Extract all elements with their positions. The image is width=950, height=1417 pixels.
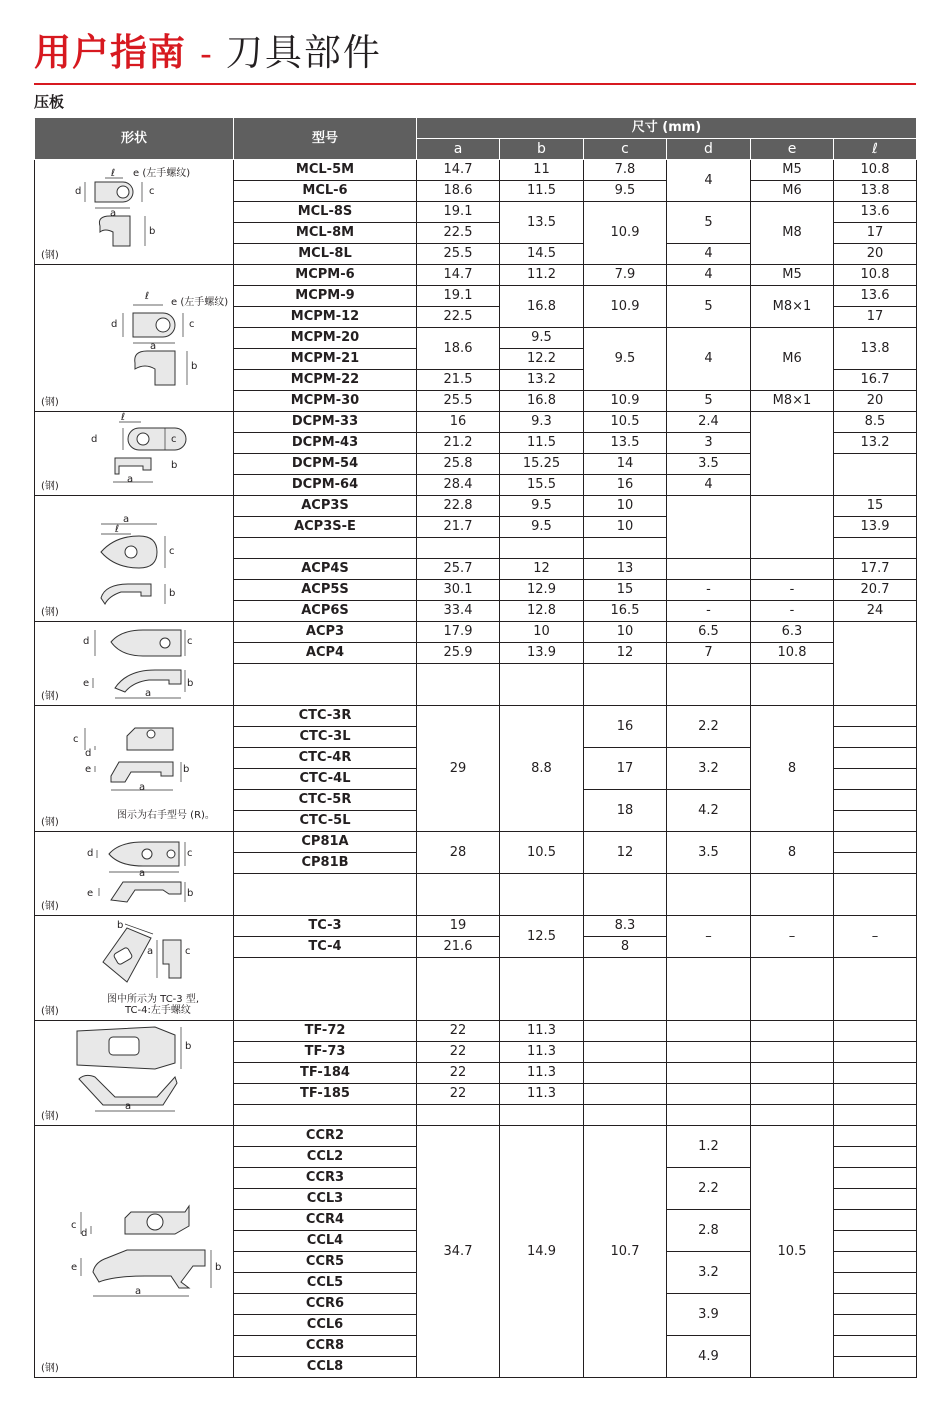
tc-clamp-drawing: b a c 图中所示为 TC-3 型, TC-4:左手螺纹: [35, 916, 234, 1020]
table-row: MCPM-30 25.5 16.8 10.9 5 M8×1 20: [35, 391, 917, 412]
header-d: d: [667, 139, 751, 160]
table-row: CCR6 3.9: [35, 1294, 917, 1315]
table-row: CCR3 2.2: [35, 1168, 917, 1189]
table-row: ACP5S 30.1 12.9 15 - - 20.7: [35, 580, 917, 601]
table-row: DCPM-54 25.8 15.25 14 3.5: [35, 454, 917, 475]
table-row: MCPM-21 12.2: [35, 349, 917, 370]
mcpm-clamp-drawing: ℓ e (左手螺纹) d c a b: [35, 265, 234, 411]
shape-cell-dcpm: [35, 412, 234, 496]
title-separator: -: [200, 34, 212, 73]
table-row: b a (钢) TF-72 22 11.3: [35, 1021, 917, 1042]
ccr-clamp-drawing: c d e b a: [35, 1126, 234, 1378]
table-row: d c a e b (钢) CP81A 28 10.5 12 3.5 8: [35, 832, 917, 853]
table-row: DCPM-64 28.4 15.5 16 4: [35, 475, 917, 496]
ctc-clamp-drawing: c d e b a 图示为右手型号 (R)。: [35, 706, 234, 831]
shape-cell-mcl: [35, 160, 234, 265]
table-row: TF-185 22 11.3: [35, 1084, 917, 1105]
material-steel: (钢): [41, 1006, 59, 1017]
table-row: CP81B: [35, 853, 917, 874]
table-row: ACP4S 25.7 12 13 17.7: [35, 559, 917, 580]
shape-cell-tc: [35, 916, 234, 1021]
shape-cell-tf: [35, 1021, 234, 1126]
material-steel: (钢): [41, 1111, 59, 1122]
table-row: CCL2: [35, 1147, 917, 1168]
table-row: CTC-4R 17 3.2: [35, 748, 917, 769]
table-row: ACP3S-E 21.7 9.5 10 13.9: [35, 517, 917, 538]
table-row: CCR4 2.8: [35, 1210, 917, 1231]
acp3s-clamp-drawing: a ℓ c b: [35, 496, 234, 621]
table-row: CCL8: [35, 1357, 917, 1378]
table-row: MCL-8M 22.5 17: [35, 223, 917, 244]
material-steel: (钢): [41, 397, 59, 408]
material-steel: (钢): [41, 250, 59, 261]
header-rule: [34, 83, 916, 85]
table-row: CCL3: [35, 1189, 917, 1210]
table-row: CCR5 3.2: [35, 1252, 917, 1273]
ctc-note: 图示为右手型号 (R)。: [117, 810, 215, 821]
header-a: a: [417, 139, 500, 160]
table-row: DCPM-43 21.2 11.5 13.5 3 13.2: [35, 433, 917, 454]
shape-cell-ccr: [35, 1126, 234, 1378]
table-row: c d e b a (钢) CCR2 34.7 14.9 10.7 1.2 10.5: [35, 1126, 917, 1147]
table-row: CCL6: [35, 1315, 917, 1336]
table-row: ℓ d c a b (钢) DCPM-33 16 9.3 10.5 2.4 8.5: [35, 412, 917, 433]
tc-note-1: 图中所示为 TC-3 型,: [107, 994, 200, 1005]
material-steel: (钢): [41, 901, 59, 912]
table-row: MCPM-9 19.1 16.8 10.9 5 M8×1 13.6: [35, 286, 917, 307]
shape-cell-acp3s: [35, 496, 234, 622]
table-row: d c e a b (钢) ACP3 17.9 10 10 6.5 6.3: [35, 622, 917, 643]
material-steel: (钢): [41, 1363, 59, 1374]
table-row: ACP6S 33.4 12.8 16.5 - - 24: [35, 601, 917, 622]
table-row: CTC-5R 18 4.2: [35, 790, 917, 811]
table-row: TC-4 21.6 8: [35, 937, 917, 958]
shape-cell-ctc: [35, 706, 234, 832]
header-c: c: [584, 139, 667, 160]
shape-cell-acp3: [35, 622, 234, 706]
section-title: 压板: [34, 93, 65, 111]
table-row: ℓ e (左手螺纹) d c a b (钢) MCPM-6 14.7 11.2 7.9 4 M5 10.8: [35, 265, 917, 286]
acp3-clamp-drawing: d c e a b: [35, 622, 234, 705]
left-thread-label: e (左手螺纹): [133, 168, 191, 179]
table-row: ACP4 25.9 13.9 12 7 10.8: [35, 643, 917, 664]
tc-note-2: TC-4:左手螺纹: [125, 1005, 191, 1016]
material-steel: (钢): [41, 817, 59, 828]
header-l: ℓ: [834, 139, 917, 160]
table-row: TF-73 22 11.3: [35, 1042, 917, 1063]
table-row: CTC-4L: [35, 769, 917, 790]
dcpm-clamp-drawing: ℓ d c a b: [35, 412, 234, 495]
table-row: c d e b a 图示为右手型号 (R)。 (钢) CTC-3R 29 8.8 16 2.2 8: [35, 706, 917, 727]
table-row: MCPM-20 18.6 9.5 9.5 4 M6 13.8: [35, 328, 917, 349]
shape-cell-cp81: [35, 832, 234, 916]
header-shape: 形状: [35, 118, 234, 160]
clamp-spec-table-wrap: [34, 117, 916, 1378]
page-header: [34, 22, 382, 82]
table-row: MCL-8S 19.1 13.5 10.9 5 M8 13.6: [35, 202, 917, 223]
table-row: MCPM-22 21.5 13.2 16.7: [35, 370, 917, 391]
table-row: CCR8 4.9: [35, 1336, 917, 1357]
table-row: CCL4: [35, 1231, 917, 1252]
table-row: MCL-8L 25.5 14.5 4 20: [35, 244, 917, 265]
header-dimensions: 尺寸 (mm): [417, 118, 917, 139]
header-e: e: [751, 139, 834, 160]
header-b: b: [500, 139, 584, 160]
shape-cell-mcpm: [35, 265, 234, 412]
table-row: a ℓ c b (钢) ACP3S 22.8 9.5 10 15: [35, 496, 917, 517]
table-row: TF-184 22 11.3: [35, 1063, 917, 1084]
table-row: MCL-6 18.6 11.5 9.5 M6 13.8: [35, 181, 917, 202]
table-row: CCL5: [35, 1273, 917, 1294]
cp81-clamp-drawing: d c a e b: [35, 832, 234, 915]
clamp-spec-table: [34, 117, 917, 1378]
table-row: MCPM-12 22.5 17: [35, 307, 917, 328]
page-subtitle: 刀具部件: [225, 31, 382, 74]
header-model: 型号: [234, 118, 417, 160]
mcl-clamp-drawing: ℓ e (左手螺纹) d c a b: [35, 160, 234, 264]
page-title: 用户指南: [34, 31, 186, 74]
table-row: ℓ e (左手螺纹) d c a b (钢) MCL-5M 14.7 11 7.8 4 M5 10.8: [35, 160, 917, 181]
material-steel: (钢): [41, 607, 59, 618]
material-steel: (钢): [41, 691, 59, 702]
table-row: CTC-3L: [35, 727, 917, 748]
table-row: CTC-5L: [35, 811, 917, 832]
material-steel: (钢): [41, 481, 59, 492]
table-row: b a c 图中所示为 TC-3 型, TC-4:左手螺纹 (钢) TC-3 19 12.5 8.3 – – –: [35, 916, 917, 937]
tf-clamp-drawing: b a: [35, 1021, 234, 1125]
